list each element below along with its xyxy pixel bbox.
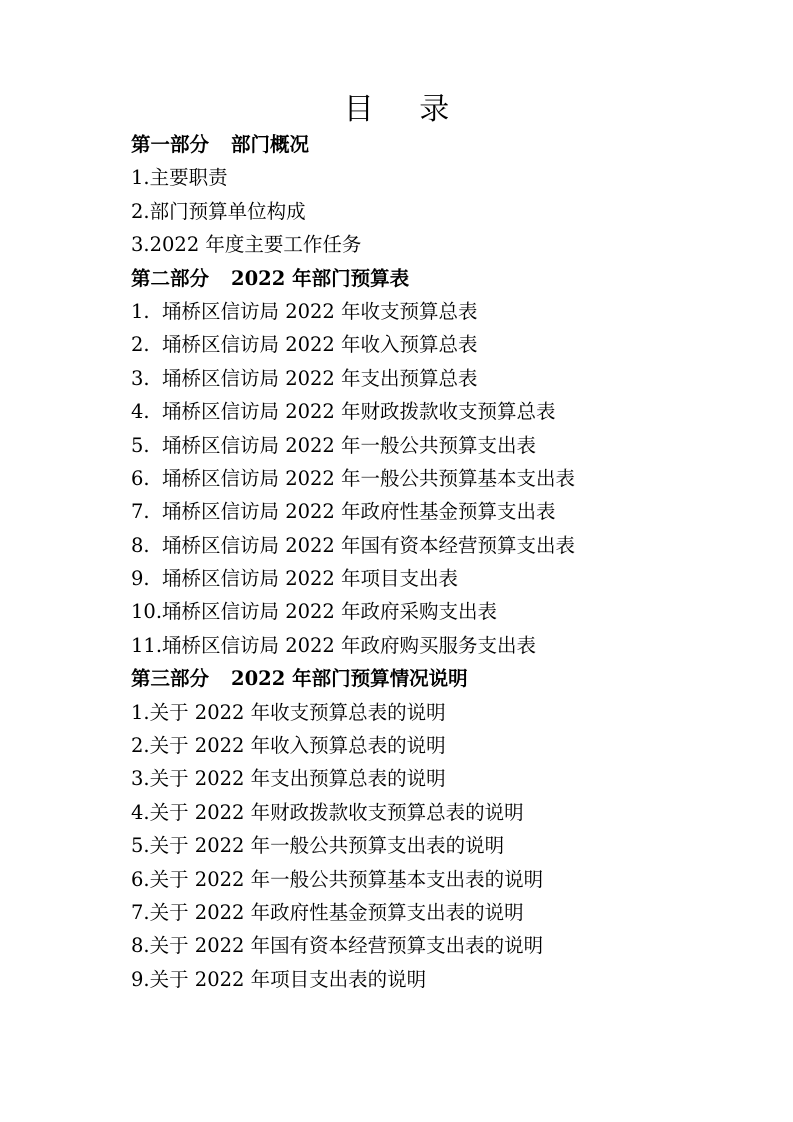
- toc-item[interactable]: [131, 362, 771, 395]
- toc-item-number: 2.: [131, 333, 150, 357]
- toc-item-text: 埇桥区信访局 2022 年政府采购支出表: [162, 600, 498, 624]
- toc-item[interactable]: [131, 328, 771, 361]
- toc-item[interactable]: [131, 228, 771, 261]
- toc-item[interactable]: [131, 863, 771, 896]
- toc-item-number: 6.: [131, 867, 150, 891]
- toc-item-text: 埇桥区信访局 2022 年政府性基金预算支出表: [162, 500, 556, 524]
- section-part-label: 第三部分: [131, 667, 210, 691]
- toc-item-text: 关于 2022 年收入预算总表的说明: [149, 734, 446, 758]
- toc-item-number: 1.: [131, 299, 150, 323]
- table-of-contents: [131, 128, 771, 996]
- toc-item-text: 关于 2022 年一般公共预算支出表的说明: [149, 834, 505, 858]
- toc-item[interactable]: [131, 395, 771, 428]
- toc-item-number: 6.: [131, 466, 150, 490]
- toc-item-text: 关于 2022 年支出预算总表的说明: [149, 767, 446, 791]
- toc-item[interactable]: [131, 495, 771, 528]
- toc-item[interactable]: [131, 729, 771, 762]
- toc-item-text: 埇桥区信访局 2022 年一般公共预算基本支出表: [162, 466, 576, 490]
- toc-item-number: 3.: [131, 366, 150, 390]
- toc-item-text: 埇桥区信访局 2022 年财政拨款收支预算总表: [162, 400, 556, 424]
- toc-item[interactable]: [131, 462, 771, 495]
- toc-item[interactable]: [131, 195, 771, 228]
- toc-item-text: 埇桥区信访局 2022 年支出预算总表: [162, 366, 478, 390]
- section-heading-text: 2022 年部门预算表: [231, 266, 410, 290]
- toc-item-text: 关于 2022 年政府性基金预算支出表的说明: [149, 900, 524, 924]
- toc-item[interactable]: [131, 762, 771, 795]
- section-part-label: 第二部分: [131, 266, 210, 290]
- toc-item-number: 5.: [131, 834, 150, 858]
- toc-item-text: 主要职责: [149, 166, 228, 190]
- toc-item-number: 7.: [131, 500, 150, 524]
- toc-item-text: 部门预算单位构成: [149, 199, 306, 223]
- toc-item[interactable]: [131, 562, 771, 595]
- toc-item[interactable]: [131, 829, 771, 862]
- toc-item-text: 埇桥区信访局 2022 年政府购买服务支出表: [162, 633, 537, 657]
- toc-item[interactable]: [131, 896, 771, 929]
- toc-item[interactable]: [131, 696, 771, 729]
- toc-item-text: 埇桥区信访局 2022 年收支预算总表: [162, 299, 478, 323]
- toc-item[interactable]: [131, 963, 771, 996]
- page-title: 目 录: [343, 92, 468, 127]
- toc-item-number: 7.: [131, 900, 150, 924]
- toc-item-number: 8.: [131, 533, 150, 557]
- toc-item-number: 4.: [131, 400, 150, 424]
- toc-section-heading[interactable]: [131, 262, 771, 295]
- toc-item[interactable]: [131, 595, 771, 628]
- toc-item-number: 9.: [131, 967, 150, 991]
- toc-item[interactable]: [131, 529, 771, 562]
- toc-item-number: 4.: [131, 800, 150, 824]
- toc-item-number: 9.: [131, 567, 150, 591]
- toc-item[interactable]: [131, 429, 771, 462]
- toc-item[interactable]: [131, 161, 771, 194]
- toc-section-heading[interactable]: [131, 662, 771, 695]
- section-heading-text: 2022 年部门预算情况说明: [231, 667, 468, 691]
- toc-item-text: 埇桥区信访局 2022 年项目支出表: [162, 567, 459, 591]
- toc-section-heading[interactable]: [131, 128, 771, 161]
- toc-item-number: 3.: [131, 767, 150, 791]
- toc-item[interactable]: [131, 629, 771, 662]
- toc-item-number: 1.: [131, 166, 150, 190]
- toc-item-text: 关于 2022 年项目支出表的说明: [149, 967, 427, 991]
- toc-item-text: 埇桥区信访局 2022 年国有资本经营预算支出表: [162, 533, 576, 557]
- toc-item-number: 2.: [131, 199, 150, 223]
- toc-item-text: 关于 2022 年国有资本经营预算支出表的说明: [149, 934, 544, 958]
- toc-item-text: 关于 2022 年一般公共预算基本支出表的说明: [149, 867, 544, 891]
- toc-item-number: 11.: [131, 633, 163, 657]
- toc-item[interactable]: [131, 929, 771, 962]
- section-part-label: 第一部分: [131, 133, 210, 156]
- toc-item-number: 2.: [131, 734, 150, 758]
- toc-item-number: 3.: [131, 233, 150, 257]
- toc-item-text: 埇桥区信访局 2022 年一般公共预算支出表: [162, 433, 537, 457]
- toc-item-text: 关于 2022 年收支预算总表的说明: [149, 700, 446, 724]
- toc-item-text: 埇桥区信访局 2022 年收入预算总表: [162, 333, 478, 357]
- toc-item-number: 5.: [131, 433, 150, 457]
- toc-item-number: 8.: [131, 934, 150, 958]
- toc-item-number: 10.: [131, 600, 163, 624]
- section-heading-text: 部门概况: [231, 133, 310, 156]
- toc-item-text: 2022 年度主要工作任务: [149, 233, 362, 257]
- toc-item[interactable]: [131, 796, 771, 829]
- toc-item-text: 关于 2022 年财政拨款收支预算总表的说明: [149, 800, 524, 824]
- toc-item-number: 1.: [131, 700, 150, 724]
- toc-item[interactable]: [131, 295, 771, 328]
